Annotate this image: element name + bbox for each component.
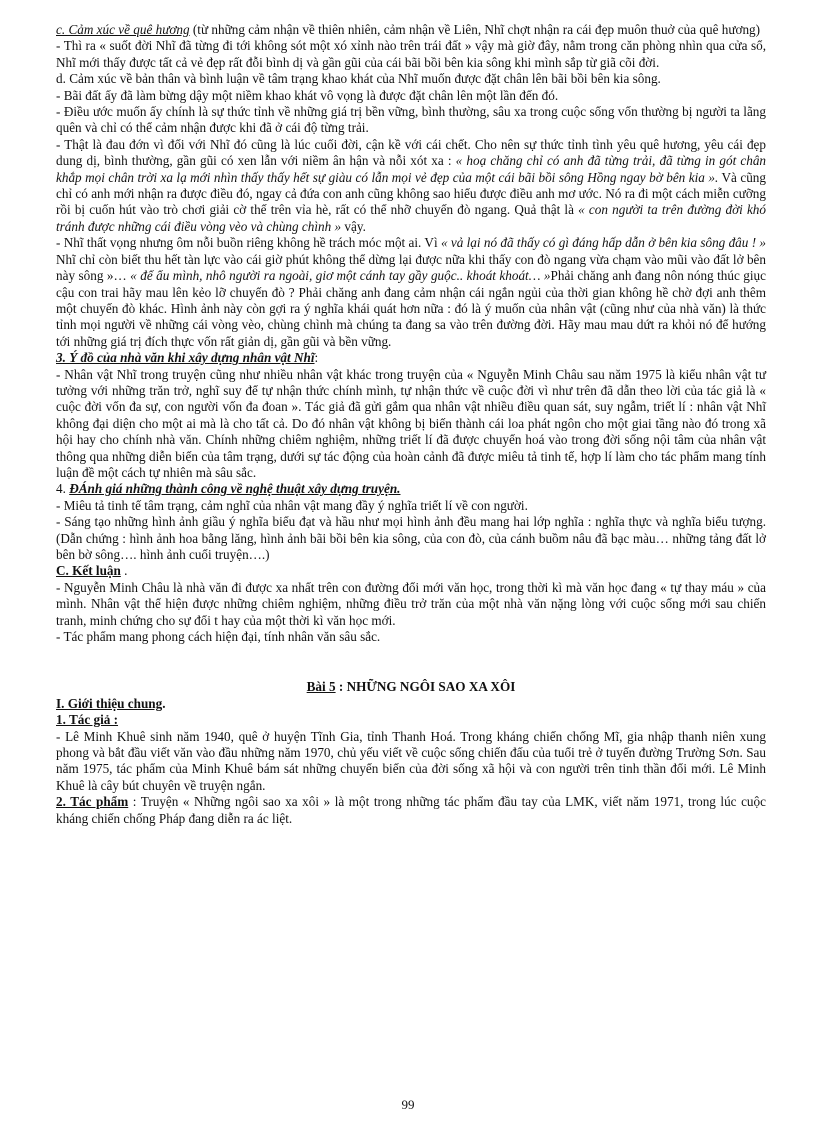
page-number: 99	[401, 1097, 415, 1112]
section-3-heading: 3. Ý đồ của nhà văn khi xây dựng nhân vật Nhĩ:	[56, 350, 319, 366]
document-page	[56, 22, 766, 827]
paragraph: - Nhân vật Nhĩ trong truyện cũng như nhiều nhân vật khác trong truyện của « Nguyễn Minh Châu sau năm 1975 là kiểu nhân vật tư tưởng với những trăn trở, nghĩ suy để tự nhận thức chính mình, tự nhận thức về cuộc đời vì như trên đã dẫn theo lời của tác giả là « cuộc đời vốn đa sự, con người vốn đa đoan ». Tác giả đã gửi gắm qua nhân vật nhiều điều quan sát, suy ngẫm, triết lí : nhân vật Nhĩ không đại diện cho một ai mà là cho tất cả. Do đó nhân vật không bị biến thành cái loa phát ngôn cho một giai tầng nào đó trong xã hội hay cho chính nhà văn. Chính những chiêm nghiệm, những triết lí đã được chuyển hoá vào trong đời sống nội tâm của nhân vật thông qua những diễn biến của tâm trạng, dưới sự tác động của hoàn cảnh đã được miêu tả tinh tế, hợp lí làm cho tác phẩm mang tính luận đề một cách tự nhiên mà sâu sắc.	[56, 366, 766, 480]
section-d-heading: d. Cảm xúc về bản thân và bình luận về tâm trạng khao khát của Nhĩ muốn được đặt chân lên bãi bồi bên kia sông.	[56, 71, 661, 87]
work-heading: 2. Tác phẩm	[56, 794, 129, 810]
paragraph: - Lê Minh Khuê sinh năm 1940, quê ở huyện Tĩnh Gia, tỉnh Thanh Hoá. Trong kháng chiến chống Mĩ, gia nhập thanh niên xung phong và bắt đầu viết văn vào đầu những năm 1970, chủ yếu viết về cuộc sống chiến đấu của tuổi trẻ ở tuyến đường Trường Sơn. Sau năm 1975, tác phẩm của Minh Khuê bám sát những chuyển biến của đời sống xã hội và con người trên tinh thần đổi mới. Lê Minh Khuê là cây bút chuyên về truyện ngắn.	[56, 728, 766, 793]
author-heading: 1. Tác giả :	[56, 712, 119, 728]
paragraph: - Nguyễn Minh Châu là nhà văn đi được xa nhất trên con đường đổi mới văn học, trong thời kì mà văn học đang « tự thay máu » của mình. Nhân vật thể hiện được những chiêm nghiệm, những điều trở trăn của một nhà văn nặng lòng với cuộc sống mới sau chiến tranh, minh chứng cho sự đổi t hay của một thời kì văn học mới.	[56, 579, 766, 628]
paragraph: - Sáng tạo những hình ảnh giầu ý nghĩa biểu đạt và hầu như mọi hình ảnh đều mang hai lớp nghĩa : nghĩa thực và nghĩa biểu tượng. (Dẫn chứng : hình ảnh hoa bằng lăng, hình ảnh bãi bồi bên kia sông, của con đò, của cánh buồm nâu đã bạc màu… những tảng đất lở bên bờ sông…. hình ảnh cuối truyện….)	[56, 514, 766, 562]
paragraph: - Thì ra « suốt đời Nhĩ đã từng đi tới không sót một xó xỉnh nào trên trái đất » vậy mà giờ đây, nằm trong căn phòng nhìn qua cửa sổ, Nhĩ mới thấy được tất cả vẻ đẹp rất đỗi bình dị và gần gũi của cái bãi bồi bên kia sông khi mình sắp từ giã cõi đời.	[56, 38, 766, 70]
quote: « hoạ chăng chỉ có anh đã từng trải, đã từng in gót chân khắp mọi chân trời xa lạ mới nhìn thấy thấy hết sự giàu có lẫn mọi vẻ đẹp của một cái bãi bồi sông Hồng ngay bờ bên kia ».	[56, 153, 767, 185]
section-4-heading: 4. ĐÁnh giá những thành công về nghệ thuật xây dựng truyện.	[56, 481, 401, 497]
paragraph: - Nhĩ thất vọng nhưng ôm nỗi buồn riêng không hề trách móc một ai. Vì « vả lại nó đã thấy có gì đáng hấp dẫn ở bên kia sông đâu ! » Nhĩ chỉ còn biết thu hết tàn lực vào cái giờ phút không thể dừng lại được nữa khi thấy con đò ngang vừa chạm vào mũi vào đất lở bên này sông »… « để ẩu mình, nhô người ra ngoài, giơ một cánh tay gầy guộc.. khoát khoát… »Phải chăng anh đang nôn nóng thúc giục cậu con trai hãy mau lên kẻo lỡ chuyến đò ? Phải chăng anh đang cảm nhận cái ngắn ngủi của thời gian không hề chờ đợi anh thêm một chuyến đò khác. Hình ảnh này còn gợi ra ý nghĩa khái quát hơn nữa : đó là ý muốn của nhân vật (cũng như của nhà văn) là thức tỉnh mọi người về những cái vòng vèo, chùng chình mà chúng ta đang sa vào trên đường đời. Hãy mau mau dứt ra khỏi nó để hướng tới những giá trị đích thực vốn rất giản dị, gần gũi và bền vững.	[56, 235, 766, 349]
paragraph: 2. Tác phẩm : Truyện « Những ngôi sao xa xôi » là một trong những tác phẩm đầu tay của LMK, viết năm 1971, trong lúc cuộc kháng chiến chống Pháp đang diễn ra ác liệt.	[56, 794, 766, 826]
conclusion-heading: C. Kết luận .	[56, 563, 128, 579]
quote: « con người ta trên đường đời khó tránh được những cái điều vòng vèo và chùng chình »	[56, 202, 766, 234]
section-c-paragraph: c. Cảm xúc về quê hương (từ những cảm nhận về thiên nhiên, cảm nhận về Liên, Nhĩ chợt nhận ra cái đẹp muôn thuở của quê hương)	[56, 22, 761, 37]
section-i-heading: I. Giới thiệu chung.	[56, 695, 166, 711]
paragraph: - Điều ước muốn ấy chính là sự thức tỉnh về những giá trị bền vững, bình thường, sâu xa trong cuộc sống vốn thường bị người ta lãng quên và chỉ có thể cảm nhận được khi đã ở cái độ từng trải.	[56, 104, 766, 136]
quote: « để ẩu mình, nhô người ra ngoài, giơ một cánh tay gầy guộc.. khoát khoát… »	[130, 268, 551, 284]
section-c-heading: c. Cảm xúc về quê hương	[56, 22, 190, 37]
quote: « vả lại nó đã thấy có gì đáng hấp dẫn ở bên kia sông đâu ! »	[440, 235, 766, 251]
paragraph: - Tác phẩm mang phong cách hiện đại, tính nhân văn sâu sắc.	[56, 629, 381, 645]
paragraph: - Bãi đất ấy đã làm bừng dậy một niềm khao khát vô vọng là được đặt chân lên một lần đến đó.	[56, 87, 559, 103]
paragraph: - Thật là đau đớn vì đối với Nhĩ đó cũng là lúc cuối đời, cận kề với cái chết. Cho nên sự thức tỉnh tình yêu quê hương, yêu cái đẹp dung dị, bình thường, gần gũi có xen lẫn với niềm ân hận và nỗi xót xa : « hoạ chăng chỉ có anh đã từng trải, đã từng in gót chân khắp mọi chân trời xa lạ mới nhìn thấy thấy hết sự giàu có lẫn mọi vẻ đẹp của một cái bãi bồi sông Hồng ngay bờ bên kia ». Và cũng chỉ có anh mới nhận ra được điều đó, ngay cả đứa con anh cũng không sao hiểu được điều anh mơ ước. Nó ra đi một cách miễn cưỡng rồi bị cuốn hút vào trò chơi giải cờ thế trên vỉa hè, rất có thể nhỡ chuyến đò ngang. Quả thật là « con người ta trên đường đời khó tránh được những cái điều vòng vèo và chùng chình » vậy.	[56, 136, 767, 234]
paragraph: - Miêu tả tinh tế tâm trạng, cảm nghĩ của nhân vật mang đầy ý nghĩa triết lí về con người.	[56, 497, 528, 513]
lesson-title: Bài 5 : NHỮNG NGÔI SAO XA XÔI	[306, 679, 516, 695]
